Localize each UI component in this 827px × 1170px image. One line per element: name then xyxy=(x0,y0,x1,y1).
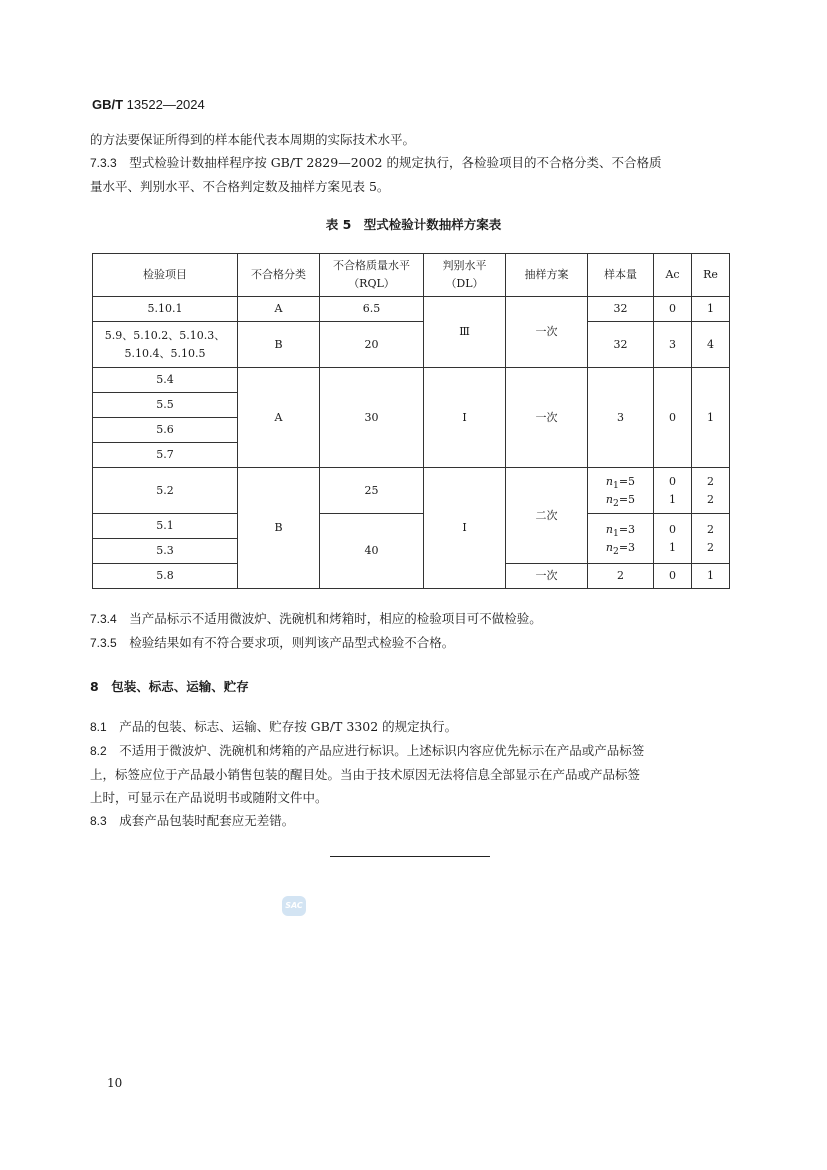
header-sample: 样本量 xyxy=(588,254,654,297)
table-header-row xyxy=(93,254,730,297)
section-8-title: 8 包装、标志、运输、贮存 xyxy=(90,679,249,694)
section-8-body: 8.1 产品的包装、标志、运输、贮存按 GB/T 3302 的规定执行。 8.2 不适用于微波炉、洗碗机和烤箱的产品应进行标识。上述标识内容应优先标示在产品或产品标签 上，标签应位于产品最小销售包装的醒目处。当由于技术原因无法将信息全部显示在产品或产品标签 上时，可显示在产品说明书或随附文件中。 8.3 成套产品包装时配套应无差错。 xyxy=(90,719,645,828)
end-rule xyxy=(330,856,490,857)
header-dl: 判别水平 （DL） xyxy=(424,254,506,297)
sampling-plan-table xyxy=(92,253,730,589)
page-number: 10 xyxy=(107,1076,123,1090)
table-row: 5.8 一次 2 0 1 xyxy=(93,564,730,589)
sac-watermark-logo: SAC xyxy=(282,896,306,916)
table-row: 5.1 40 $n_1=3$ $n_2=3$ 0 1 2 2 xyxy=(93,514,730,539)
table-row: 5.2 B 25 Ⅰ 二次 $n_1=5$ $n_2=5$ 0 1 2 2 xyxy=(93,468,730,514)
table-row: 5.4 A 30 Ⅰ 一次 3 0 1 xyxy=(93,368,730,393)
header-re: Re xyxy=(692,254,730,297)
header-category: 不合格分类 xyxy=(238,254,320,297)
table-row: 5.5 xyxy=(93,393,730,418)
header-plan: 抽样方案 xyxy=(506,254,588,297)
paragraph-continuation: 的方法要保证所得到的样本能代表本周期的实际技术水平。 7.3.3 型式检验计数抽样程序按 GB/T 2829—2002 的规定执行，各检验项目的不合格分类、不合格质 量水平、判别水平、不合格判定数及抽样方案见表 5。 xyxy=(90,132,662,194)
header-item: 检验项目 xyxy=(93,254,238,297)
table-row: 5.6 xyxy=(93,418,730,443)
table-caption: 表 5 型式检验计数抽样方案表 xyxy=(325,217,502,232)
table-row: 5.10.1 A 6.5 Ⅲ 一次 32 0 1 xyxy=(93,297,730,322)
header-rql: 不合格质量水平 （RQL） xyxy=(320,254,424,297)
table-row: 5.3 xyxy=(93,539,730,564)
table-row: 5.7 xyxy=(93,443,730,468)
paragraph-7-3-4-and-7-3-5: 7.3.4 当产品标示不适用微波炉、洗碗机和烤箱时，相应的检验项目可不做检验。 7.3.5 检验结果如有不符合要求项，则判该产品型式检验不合格。 xyxy=(90,611,542,650)
table-row: 5.9、5.10.2、5.10.3、 5.10.4、5.10.5 B 20 32 3 4 xyxy=(93,322,730,368)
header-ac: Ac xyxy=(654,254,692,297)
standard-number: GB/T 13522—2024 xyxy=(92,97,205,112)
